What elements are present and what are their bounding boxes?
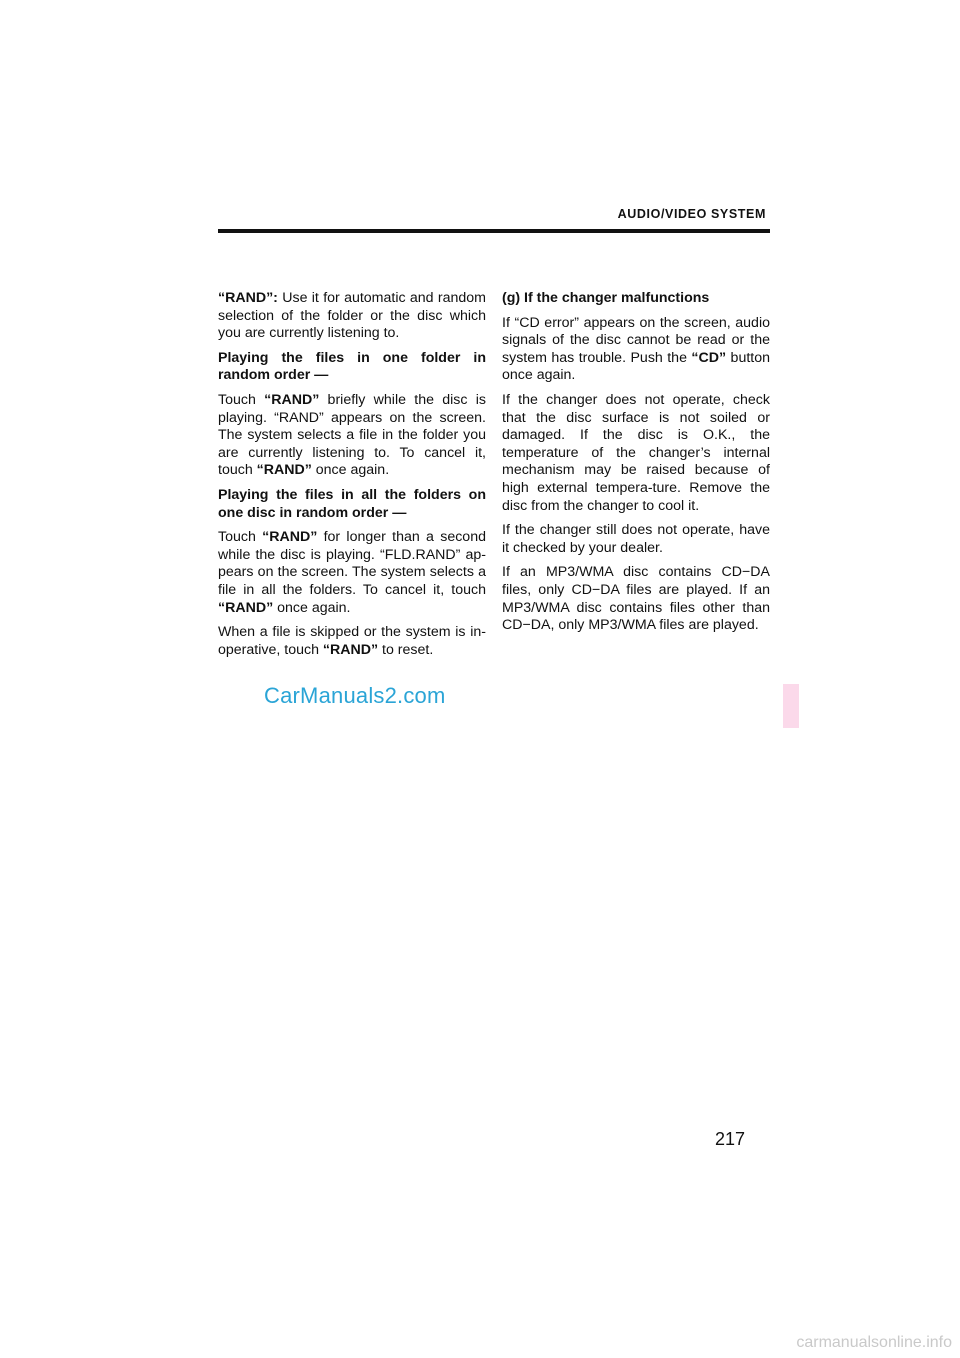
text-run: Touch (218, 391, 265, 408)
paragraph-all-folders (218, 529, 486, 617)
site-watermark: CarManuals2.com (264, 683, 446, 708)
header-title: AUDIO/VIDEO SYSTEM (617, 207, 766, 221)
text-run: to reset. (378, 641, 434, 658)
paragraph-mp3-wma: If an MP3/WMA disc contains CD−DA files, only CD−DA files are played. If an MP3/WMA disc contains files other than CD−DA, only MP3/WMA files are played. (502, 564, 770, 634)
paragraph-reset (218, 624, 486, 659)
text-run: for longer than a second while the disc is playing. “FLD.RAND” ap-pears on the screen. The system selects a file in all the folders. To cancel it, touch (218, 529, 486, 598)
rand-keyword: “RAND” (322, 641, 379, 658)
paragraph-dealer: If the changer still does not operate, have it checked by your dealer. (502, 522, 770, 556)
section-heading: (g) If the changer malfunctions (502, 290, 710, 306)
paragraph-cd-error (502, 315, 770, 385)
left-column (218, 290, 486, 666)
text-run: Touch (218, 529, 263, 546)
rand-keyword: “RAND” (264, 391, 320, 408)
footer-watermark: carmanualsonline.info (796, 1334, 952, 1351)
text-run: once again. (311, 462, 390, 479)
cd-keyword: “CD” (691, 349, 727, 366)
rand-description: Use it for automatic and random selection of the folder or the disc which you are currently listening to. (218, 290, 486, 342)
paragraph-one-folder (218, 392, 486, 480)
text-run: button once again. (502, 349, 770, 384)
text-run: briefly while the disc is playing. “RAND” appears on the screen. The system selects a file in the folder you are currently listening to. To cancel it, touch (218, 391, 486, 479)
rand-term: “RAND”: (218, 290, 278, 306)
heading-all-folders: Playing the files in all the folders on one disc in random order — (218, 486, 486, 521)
paragraph-changer-check: If the changer does not operate, check that the disc surface is not soiled or damaged. If the disc is O.K., the temperature of the changer’s internal mechanism may be raised because of high external tempera-ture. Remove the disc from the changer to cool it. (502, 391, 770, 514)
rand-definition (218, 290, 486, 343)
rand-keyword: “RAND” (218, 599, 274, 616)
text-run: If “CD error” appears on the screen, audio signals of the disc cannot be read or the system has trouble. Push the (502, 314, 770, 366)
rand-keyword: “RAND” (256, 462, 312, 479)
heading-one-folder: Playing the files in one folder in random order — (218, 349, 486, 384)
page-number: 217 (715, 1129, 746, 1149)
text-run: once again. (273, 599, 351, 616)
header-rule (218, 229, 770, 233)
right-column (502, 290, 770, 642)
text-run: When a file is skipped or the system is in-operative, touch (218, 624, 486, 658)
section-tab (783, 684, 799, 728)
rand-keyword: “RAND” (262, 529, 318, 546)
